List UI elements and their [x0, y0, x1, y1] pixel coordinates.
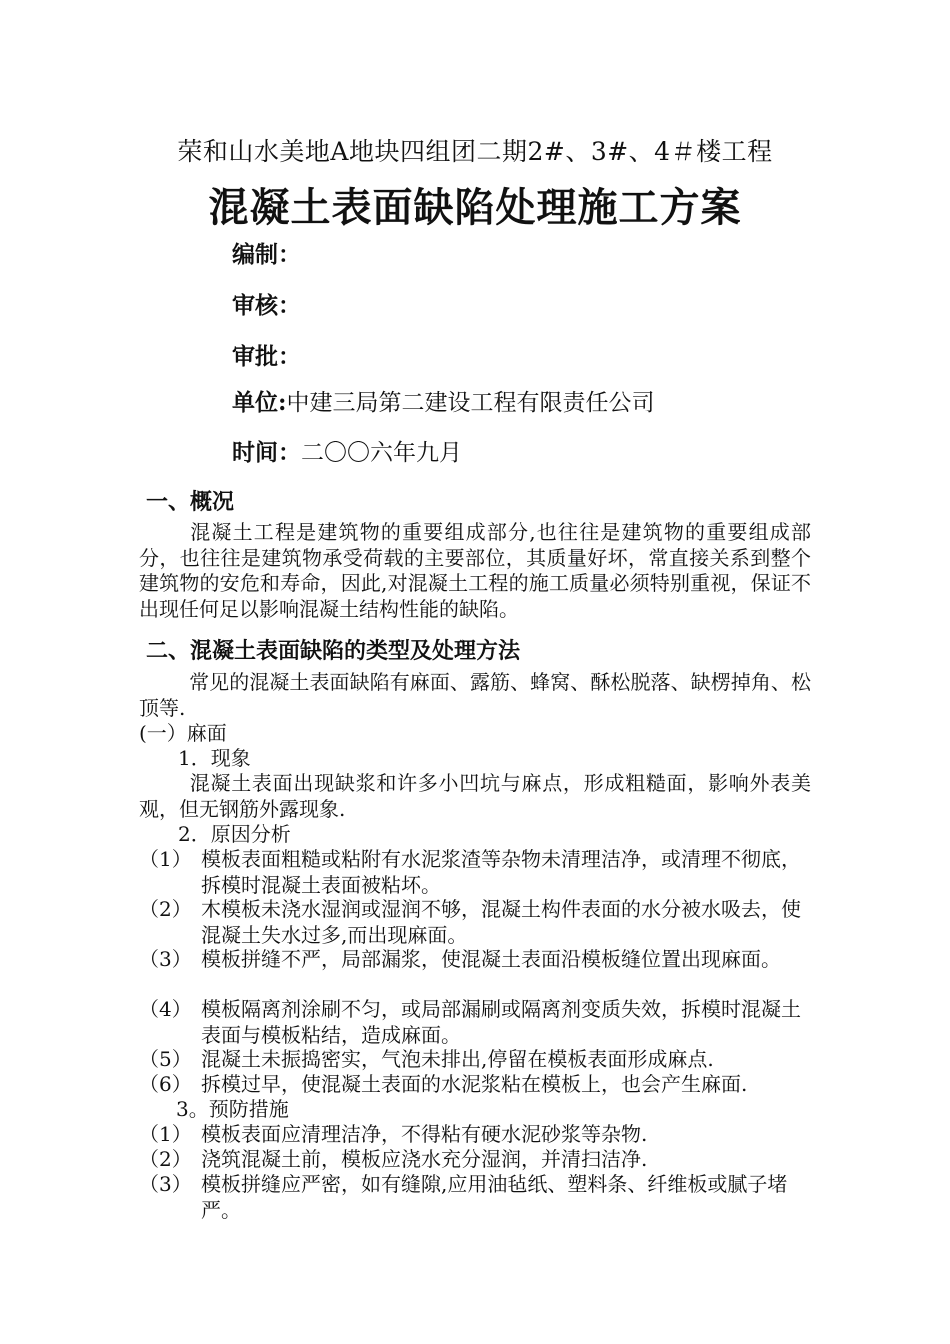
section2-intro: 常见的混凝土表面缺陷有麻面、露筋、蜂窝、酥松脱落、缺楞掉角、松顶等. [139, 670, 811, 720]
list-item: （1） 模板表面应清理洁净，不得粘有硬水泥砂浆等杂物. [139, 1122, 648, 1146]
item-title: 3。预防措施 [176, 1097, 289, 1121]
section2-heading: 二、混凝土表面缺陷的类型及处理方法 [146, 638, 521, 664]
meta-label: 时间： [232, 439, 301, 466]
list-item: （3） 模板拼缝应严密，如有缝隙,应用油毡纸、塑料条、纤维板或腻子堵严。 [139, 1172, 788, 1222]
meta-value: 二〇〇六年九月 [301, 440, 462, 466]
meta-value: 中建三局第二建设工程有限责任公司 [286, 390, 655, 416]
meta-label: 审批： [232, 343, 301, 370]
list-item: （5） 混凝土未振捣密实，气泡未排出,停留在模板表面形成麻点. [139, 1047, 714, 1071]
list-item: （6） 拆模过早，使混凝土表面的水泥浆粘在模板上，也会产生麻面. [139, 1072, 748, 1096]
list-item: （2） 浇筑混凝土前，模板应浇水充分湿润，并清扫洁净. [139, 1147, 648, 1171]
meta-compiler [232, 236, 301, 269]
list-item: （1） 模板表面粗糙或粘附有水泥浆渣等杂物未清理洁净，或清理不彻底，拆模时混凝土表面被粘坏。 [139, 847, 801, 897]
list-item: （3） 模板拼缝不严，局部漏浆，使混凝土表面沿模板缝位置出现麻面。 [139, 947, 781, 971]
section1-heading: 一、概况 [146, 489, 235, 515]
meta-label: 编制： [232, 241, 301, 268]
list-item: （2） 木模板未浇水湿润或湿润不够，混凝土构件表面的水分被水吸去，使混凝土失水过多,而出现麻面。 [139, 897, 801, 947]
item-paragraph: 混凝土表面出现缺浆和许多小凹坑与麻点，形成粗糙面，影响外表美观，但无钢筋外露现象. [139, 771, 811, 821]
item-title: 2．原因分析 [178, 822, 291, 846]
document-subtitle: 荣和山水美地A地块四组团二期2#、3#、4＃楼工程 [177, 137, 773, 166]
list-item: （4） 模板隔离剂涂刷不匀，或局部漏刷或隔离剂变质失效，拆模时混凝土表面与模板粘结，造成麻面。 [139, 997, 801, 1047]
document-title: 混凝土表面缺陷处理施工方案 [208, 184, 742, 231]
meta-approver [232, 338, 301, 371]
item-title: 1．现象 [178, 746, 251, 770]
section1-paragraph: 混凝土工程是建筑物的重要组成部分,也往往是建筑物的重要组成部分，也往往是建筑物承受荷载的主要部位，其质量好坏，常直接关系到整个建筑物的安危和寿命，因此,对混凝土工程的施工质量必须特别重视，保证不出现任何足以影响混凝土结构性能的缺陷。 [139, 520, 811, 621]
subsection-title: (一）麻面 [139, 721, 227, 745]
meta-organization [232, 384, 655, 417]
meta-label: 单位: [232, 389, 287, 416]
meta-reviewer [232, 287, 301, 320]
meta-label: 审核： [232, 292, 301, 319]
meta-date [232, 434, 462, 467]
